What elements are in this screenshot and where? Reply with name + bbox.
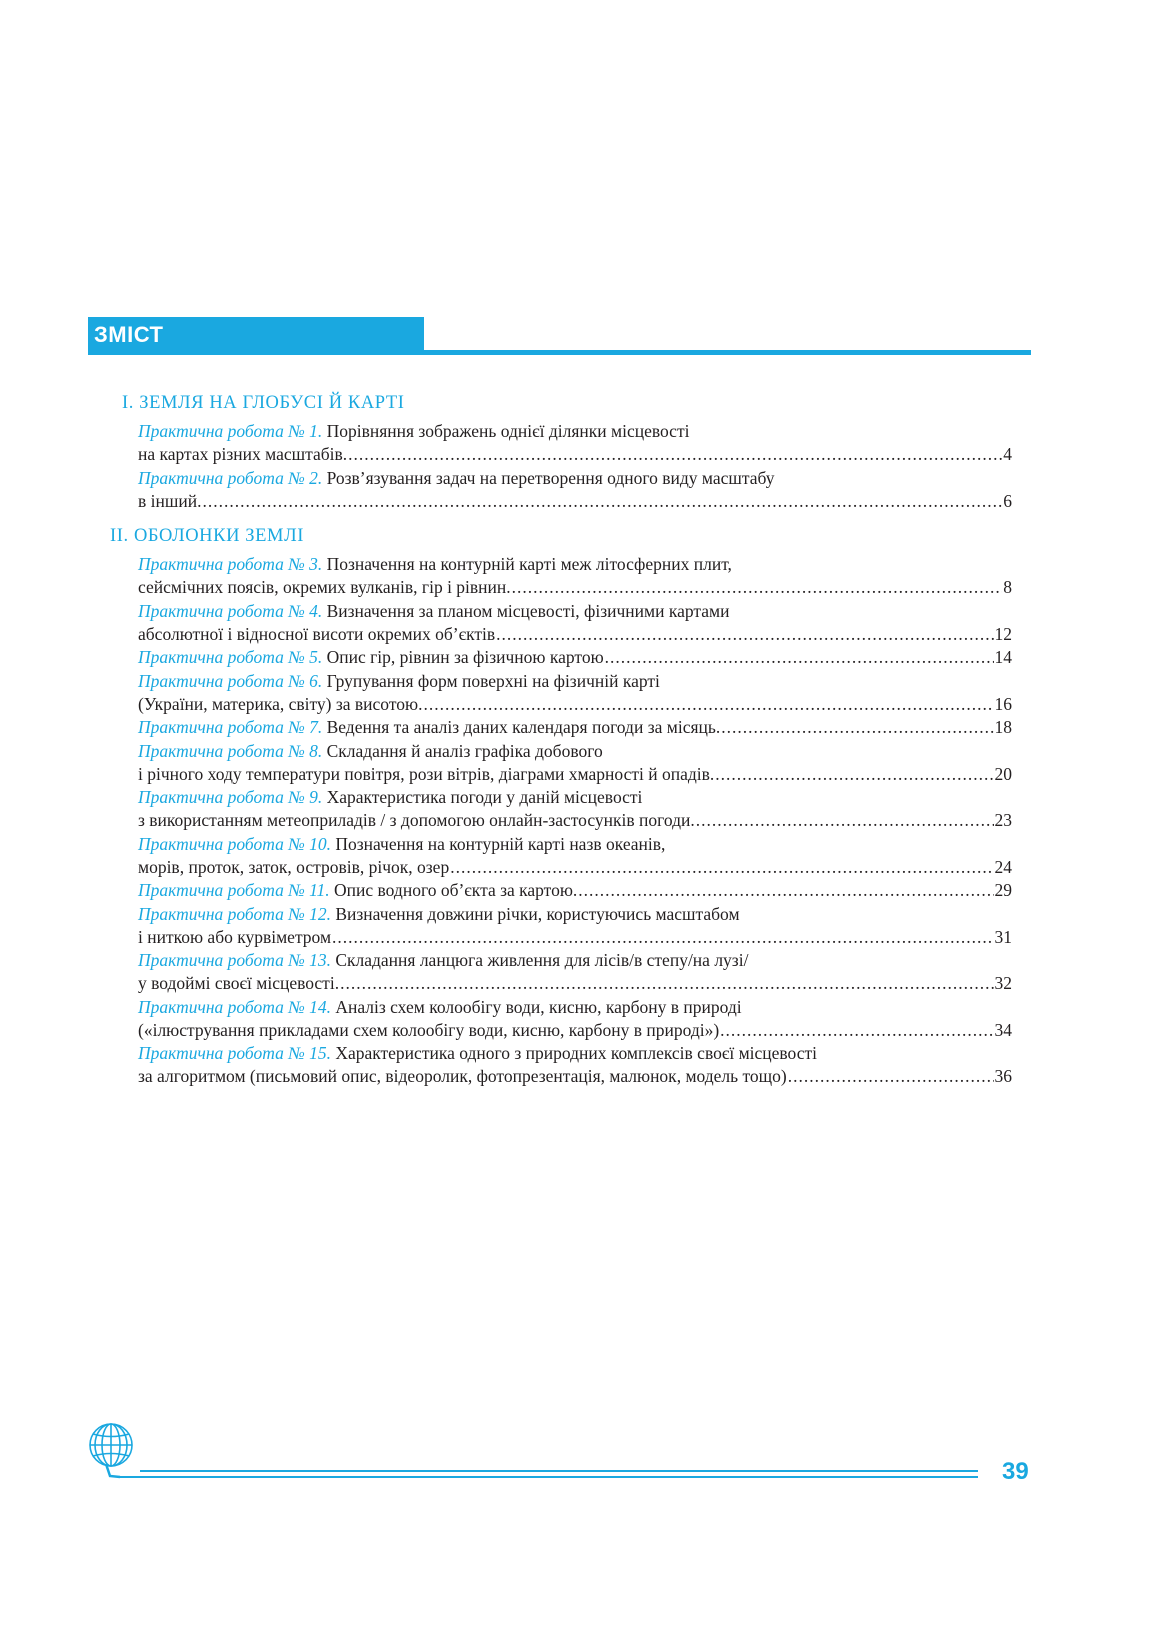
toc-entry-15[interactable] xyxy=(138,1042,817,1065)
entry-title: Позначення на контурній карті назв океанів, xyxy=(330,834,666,854)
header-rule xyxy=(88,350,1031,355)
entry-title: Опис водного об’єкта за картою. xyxy=(329,880,578,900)
entry-label: Практична робота № 3. xyxy=(138,554,323,574)
entry-title: Позначення на контурній карті меж літосферних плит, xyxy=(322,554,732,574)
entry-title: Визначення за планом місцевості, фізичними картами xyxy=(322,601,730,621)
toc-entry-10-line2[interactable] xyxy=(138,856,1012,879)
entry-label: Практична робота № 6. xyxy=(138,671,323,691)
toc-entry-8-line2[interactable] xyxy=(138,763,1012,786)
entry-label: Практична робота № 12. xyxy=(138,904,331,924)
page-number: 39 xyxy=(1002,1458,1029,1485)
entry-title: Групування форм поверхні на фізичній карті xyxy=(322,671,660,691)
dot-leader xyxy=(348,443,1002,466)
entry-title-cont: («ілюстрування прикладами схем колообігу води, кисню, карбону в природі») xyxy=(138,1020,720,1040)
dot-leader xyxy=(450,856,993,879)
page-ref: 34 xyxy=(994,1020,1012,1040)
toc-entry-10[interactable] xyxy=(138,833,665,856)
entry-title-cont: абсолютної і відносної висоти окремих об’єктів xyxy=(138,624,496,644)
entry-title-cont: і ниткою або курвіметром xyxy=(138,927,332,947)
toc-entry-1-line2[interactable] xyxy=(138,443,1012,466)
entry-title: Аналіз схем колообігу води, кисню, карбону в природі xyxy=(330,997,742,1017)
dot-leader xyxy=(788,1065,994,1088)
dot-leader xyxy=(340,972,993,995)
toc-entry-12-line2[interactable] xyxy=(138,926,1012,949)
dot-leader xyxy=(578,879,993,902)
section-heading-2: ІІ. ОБОЛОНКИ ЗЕМЛІ xyxy=(110,526,304,546)
entry-label: Практична робота № 2. xyxy=(138,468,323,488)
entry-label: Практична робота № 15. xyxy=(138,1043,331,1063)
entry-label: Практична робота № 8. xyxy=(138,741,323,761)
toc-entry-15-line2[interactable] xyxy=(138,1065,1012,1088)
entry-title-cont: морів, проток, заток, островів, річок, озер xyxy=(138,857,450,877)
page-ref: 6 xyxy=(1003,491,1012,511)
section-heading-1: І. ЗЕМЛЯ НА ГЛОБУСІ Й КАРТІ xyxy=(122,393,405,413)
entry-title-cont: в інший. xyxy=(138,491,202,511)
entry-title-cont: і річного ходу температури повітря, рози вітрів, діаграми хмарності й опадів. xyxy=(138,764,715,784)
page-ref: 36 xyxy=(994,1066,1012,1086)
toc-entry-3-line2[interactable] xyxy=(138,576,1012,599)
toc-entry-6-line2[interactable] xyxy=(138,693,1012,716)
entry-title-cont: сейсмічних поясів, окремих вулканів, гір і рівнин. xyxy=(138,577,511,597)
globe-icon xyxy=(86,1420,144,1484)
entry-label: Практична робота № 5. xyxy=(138,647,323,667)
toc-entry-9[interactable] xyxy=(138,786,642,809)
dot-leader xyxy=(605,646,994,669)
toc-entry-4-line2[interactable] xyxy=(138,623,1012,646)
toc-entry-7[interactable] xyxy=(138,716,1012,739)
page-ref: 14 xyxy=(994,647,1012,667)
entry-label: Практична робота № 1. xyxy=(138,421,323,441)
page-ref: 23 xyxy=(994,810,1012,830)
toc-entry-2-line2[interactable] xyxy=(138,490,1012,513)
toc-entry-14-line2[interactable] xyxy=(138,1019,1012,1042)
entry-title: Ведення та аналіз даних календаря погоди за місяць. xyxy=(322,717,721,737)
entry-title: Складання ланцюга живлення для лісів/в степу/на лузі/ xyxy=(330,950,749,970)
entry-title: Визначення довжини річки, користуючись масштабом xyxy=(330,904,740,924)
entry-title-cont: на картах різних масштабів. xyxy=(138,444,348,464)
page-ref: 16 xyxy=(994,694,1012,714)
toc-entry-13[interactable] xyxy=(138,949,748,972)
dot-leader xyxy=(721,716,993,739)
toc-entry-4[interactable] xyxy=(138,600,729,623)
dot-leader xyxy=(423,693,993,716)
page-ref: 20 xyxy=(994,764,1012,784)
entry-label: Практична робота № 14. xyxy=(138,997,331,1017)
toc-entry-3[interactable] xyxy=(138,553,732,576)
entry-title: Розв’язування задач на перетворення одного виду масштабу xyxy=(322,468,775,488)
page-ref: 24 xyxy=(994,857,1012,877)
dot-leader xyxy=(715,763,993,786)
footer-rule-top xyxy=(140,1470,978,1472)
page-ref: 32 xyxy=(994,973,1012,993)
page-ref: 4 xyxy=(1003,444,1012,464)
entry-title-cont: з використанням метеоприладів / з допомогою онлайн-застосунків погоди. xyxy=(138,810,695,830)
toc-entry-2[interactable] xyxy=(138,467,775,490)
toc-entry-8[interactable] xyxy=(138,740,603,763)
page-ref: 31 xyxy=(994,927,1012,947)
entry-title-cont: за алгоритмом (письмовий опис, відеоролик, фотопрезентація, малюнок, модель тощо) xyxy=(138,1066,787,1086)
toc-entry-13-line2[interactable] xyxy=(138,972,1012,995)
entry-title: Характеристика одного з природних комплексів своєї місцевості xyxy=(330,1043,818,1063)
dot-leader xyxy=(696,809,994,832)
entry-label: Практична робота № 10. xyxy=(138,834,331,854)
entry-label: Практична робота № 7. xyxy=(138,717,323,737)
page-title: ЗМІСТ xyxy=(94,322,164,347)
entry-label: Практична робота № 13. xyxy=(138,950,331,970)
toc-entry-12[interactable] xyxy=(138,903,740,926)
entry-label: Практична робота № 4. xyxy=(138,601,323,621)
page-ref: 29 xyxy=(994,880,1012,900)
dot-leader xyxy=(202,490,1002,513)
toc-entry-14[interactable] xyxy=(138,996,742,1019)
footer-rule-bottom xyxy=(118,1476,978,1478)
page-ref: 18 xyxy=(994,717,1012,737)
dot-leader xyxy=(332,926,993,949)
entry-title: Порівняння зображень однієї ділянки місцевості xyxy=(322,421,690,441)
dot-leader xyxy=(512,576,1003,599)
entry-title: Характеристика погоди у даній місцевості xyxy=(322,787,643,807)
toc-entry-5[interactable] xyxy=(138,646,1012,669)
toc-entry-11[interactable] xyxy=(138,879,1012,902)
page-ref: 8 xyxy=(1003,577,1012,597)
entry-label: Практична робота № 9. xyxy=(138,787,323,807)
toc-entry-6[interactable] xyxy=(138,670,660,693)
toc-entry-9-line2[interactable] xyxy=(138,809,1012,832)
toc-entry-1[interactable] xyxy=(138,420,689,443)
entry-title: Опис гір, рівнин за фізичною картою xyxy=(322,647,604,667)
dot-leader xyxy=(496,623,993,646)
dot-leader xyxy=(720,1019,993,1042)
entry-label: Практична робота № 11. xyxy=(138,880,330,900)
entry-title-cont: (України, материка, світу) за висотою. xyxy=(138,694,423,714)
page-ref: 12 xyxy=(994,624,1012,644)
entry-title: Складання й аналіз графіка добового xyxy=(322,741,603,761)
entry-title-cont: у водоймі своєї місцевості. xyxy=(138,973,340,993)
